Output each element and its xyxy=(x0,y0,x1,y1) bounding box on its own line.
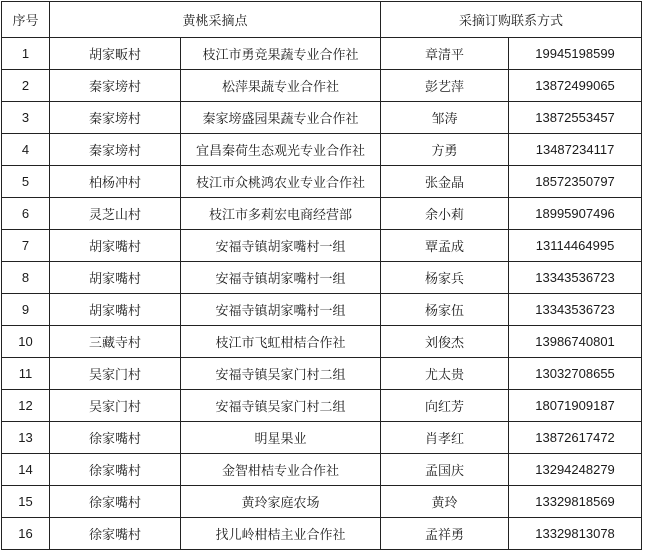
contact-phone: 13329818569 xyxy=(509,486,642,518)
picking-point: 安福寺镇胡家嘴村一组 xyxy=(181,262,381,294)
contact-phone: 13343536723 xyxy=(509,262,642,294)
row-index: 2 xyxy=(2,70,50,102)
header-row xyxy=(2,2,642,38)
contact-person: 方勇 xyxy=(381,134,509,166)
picking-point: 秦家塝盛园果蔬专业合作社 xyxy=(181,102,381,134)
village-name: 秦家塝村 xyxy=(50,102,181,134)
row-index: 10 xyxy=(2,326,50,358)
contact-person: 尤太贵 xyxy=(381,358,509,390)
contact-person: 孟祥勇 xyxy=(381,518,509,550)
picking-point: 枝江市多莉宏电商经营部 xyxy=(181,198,381,230)
contact-person: 刘俊杰 xyxy=(381,326,509,358)
contact-person: 余小莉 xyxy=(381,198,509,230)
village-name: 灵芝山村 xyxy=(50,198,181,230)
row-index: 13 xyxy=(2,422,50,454)
picking-point: 枝江市众桃鸿农业专业合作社 xyxy=(181,166,381,198)
row-index: 5 xyxy=(2,166,50,198)
picking-point: 枝江市飞虹柑桔合作社 xyxy=(181,326,381,358)
row-index: 3 xyxy=(2,102,50,134)
row-index: 12 xyxy=(2,390,50,422)
contact-phone: 18572350797 xyxy=(509,166,642,198)
table-row xyxy=(2,166,642,198)
contact-phone: 13872499065 xyxy=(509,70,642,102)
table-row xyxy=(2,294,642,326)
picking-point: 明星果业 xyxy=(181,422,381,454)
contact-person: 黄玲 xyxy=(381,486,509,518)
contact-person: 向红芳 xyxy=(381,390,509,422)
village-name: 胡家畈村 xyxy=(50,38,181,70)
table-row xyxy=(2,38,642,70)
village-name: 吴家门村 xyxy=(50,358,181,390)
contact-person: 杨家伍 xyxy=(381,294,509,326)
row-index: 8 xyxy=(2,262,50,294)
village-name: 秦家塝村 xyxy=(50,134,181,166)
picking-point: 枝江市勇竞果蔬专业合作社 xyxy=(181,38,381,70)
contact-phone: 13329813078 xyxy=(509,518,642,550)
row-index: 1 xyxy=(2,38,50,70)
table-row xyxy=(2,486,642,518)
contact-phone: 18995907496 xyxy=(509,198,642,230)
picking-point: 金智柑桔专业合作社 xyxy=(181,454,381,486)
village-name: 胡家嘴村 xyxy=(50,294,181,326)
table-row xyxy=(2,198,642,230)
contact-person: 孟国庆 xyxy=(381,454,509,486)
contact-phone: 13114464995 xyxy=(509,230,642,262)
table-row xyxy=(2,102,642,134)
table-row xyxy=(2,454,642,486)
contact-phone: 18071909187 xyxy=(509,390,642,422)
table-row xyxy=(2,518,642,550)
table-row xyxy=(2,262,642,294)
contact-phone: 13487234117 xyxy=(509,134,642,166)
row-index: 15 xyxy=(2,486,50,518)
row-index: 11 xyxy=(2,358,50,390)
picking-point: 宜昌秦荷生态观光专业合作社 xyxy=(181,134,381,166)
village-name: 柏杨冲村 xyxy=(50,166,181,198)
table-row xyxy=(2,326,642,358)
village-name: 徐家嘴村 xyxy=(50,454,181,486)
table-row xyxy=(2,390,642,422)
table-row xyxy=(2,70,642,102)
village-name: 徐家嘴村 xyxy=(50,486,181,518)
table-row xyxy=(2,134,642,166)
row-index: 4 xyxy=(2,134,50,166)
table-body xyxy=(2,38,642,550)
row-index: 9 xyxy=(2,294,50,326)
table-row xyxy=(2,230,642,262)
picking-point: 黄玲家庭农场 xyxy=(181,486,381,518)
picking-point: 安福寺镇胡家嘴村一组 xyxy=(181,294,381,326)
contact-phone: 13872617472 xyxy=(509,422,642,454)
picking-point: 找儿岭柑桔主业合作社 xyxy=(181,518,381,550)
row-index: 16 xyxy=(2,518,50,550)
contact-phone: 13294248279 xyxy=(509,454,642,486)
contact-person: 彭艺萍 xyxy=(381,70,509,102)
table-row xyxy=(2,422,642,454)
contact-phone: 19945198599 xyxy=(509,38,642,70)
picking-point: 安福寺镇吴家门村二组 xyxy=(181,358,381,390)
picking-point: 安福寺镇胡家嘴村一组 xyxy=(181,230,381,262)
village-name: 胡家嘴村 xyxy=(50,230,181,262)
village-name: 徐家嘴村 xyxy=(50,422,181,454)
header-index: 序号 xyxy=(2,2,50,38)
contact-phone: 13343536723 xyxy=(509,294,642,326)
contact-phone: 13986740801 xyxy=(509,326,642,358)
contact-person: 肖孝红 xyxy=(381,422,509,454)
contact-person: 章清平 xyxy=(381,38,509,70)
contact-phone: 13872553457 xyxy=(509,102,642,134)
contact-phone: 13032708655 xyxy=(509,358,642,390)
contact-person: 张金晶 xyxy=(381,166,509,198)
village-name: 胡家嘴村 xyxy=(50,262,181,294)
peach-picking-table xyxy=(1,1,642,550)
row-index: 7 xyxy=(2,230,50,262)
village-name: 徐家嘴村 xyxy=(50,518,181,550)
table-row xyxy=(2,358,642,390)
village-name: 三藏寺村 xyxy=(50,326,181,358)
header-contact: 采摘订购联系方式 xyxy=(381,2,642,38)
contact-person: 覃孟成 xyxy=(381,230,509,262)
contact-person: 杨家兵 xyxy=(381,262,509,294)
contact-person: 邹涛 xyxy=(381,102,509,134)
village-name: 秦家塝村 xyxy=(50,70,181,102)
row-index: 6 xyxy=(2,198,50,230)
header-picking-point: 黄桃采摘点 xyxy=(50,2,381,38)
picking-point: 安福寺镇吴家门村二组 xyxy=(181,390,381,422)
row-index: 14 xyxy=(2,454,50,486)
picking-point: 松萍果蔬专业合作社 xyxy=(181,70,381,102)
village-name: 吴家门村 xyxy=(50,390,181,422)
